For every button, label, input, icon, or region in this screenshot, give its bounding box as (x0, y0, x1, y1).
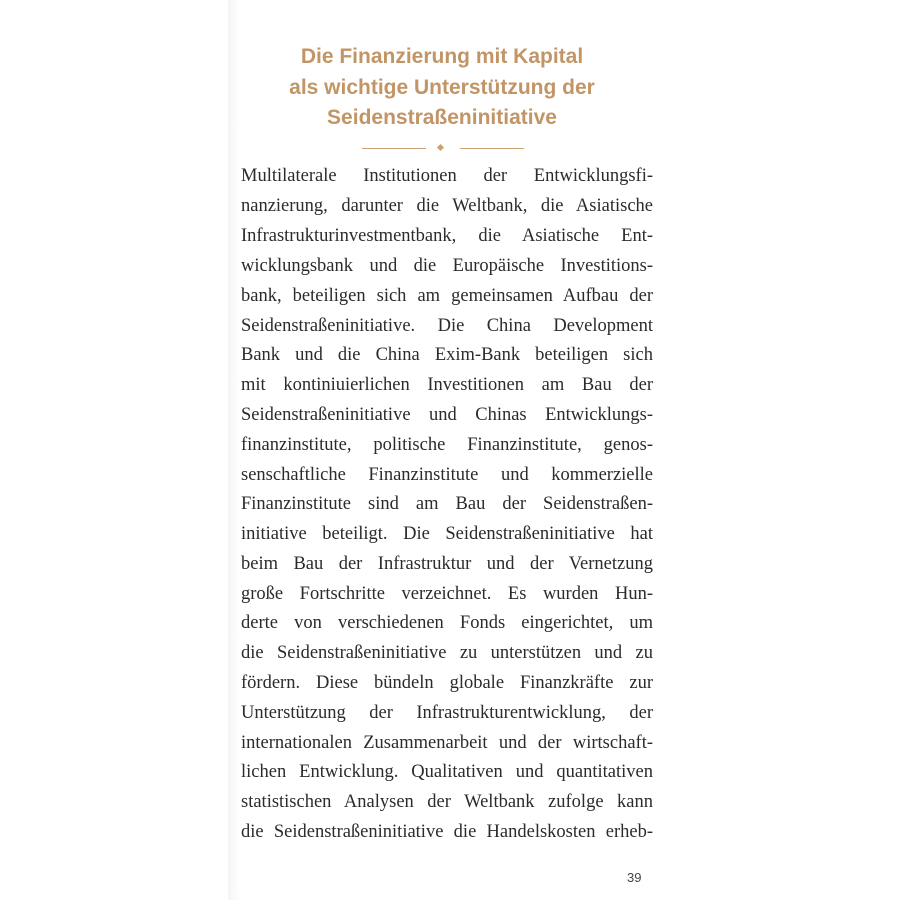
text-line: nanzierung, darunter die Weltbank, die Asiatische (241, 196, 653, 216)
text-line: die Seidenstraßeninitiative die Handelskosten erheb- (241, 822, 653, 842)
text-line: bank, beteiligen sich am gemeinsamen Aufbau der (241, 286, 653, 306)
text-line: Unterstützung der Infrastrukturentwicklung, der (241, 703, 653, 723)
divider-rule-right (460, 148, 524, 149)
text-line: Seidenstraßeninitiative und Chinas Entwicklungs- (241, 405, 653, 425)
text-line: Seidenstraßeninitiative. Die China Development (241, 316, 653, 336)
title-divider-ornament (362, 143, 524, 157)
text-line: derte von verschiedenen Fonds eingerichtet, um (241, 613, 653, 633)
chapter-title-line-3: Seidenstraßeninitiative (327, 106, 557, 129)
text-line: beim Bau der Infrastruktur und der Vernetzung (241, 554, 653, 574)
page-number: 39 (627, 870, 642, 885)
text-line: Finanzinstitute sind am Bau der Seidenstraßen- (241, 494, 653, 514)
text-line: senschaftliche Finanzinstitute und kommerzielle (241, 465, 653, 485)
chapter-title-line-2: als wichtige Unterstützung der (289, 76, 595, 99)
text-line: Bank und die China Exim-Bank beteiligen sich (241, 345, 653, 365)
text-line: wicklungsbank und die Europäische Investitions- (241, 256, 653, 276)
divider-rule-left (362, 148, 426, 149)
text-line: finanzinstitute, politische Finanzinstitute, genos- (241, 435, 653, 455)
text-line: initiative beteiligt. Die Seidenstraßeninitiative hat (241, 524, 653, 544)
text-line: Multilaterale Institutionen der Entwicklungsfi- (241, 166, 653, 186)
text-line: die Seidenstraßeninitiative zu unterstützen und zu (241, 643, 653, 663)
page-binding-shadow (228, 0, 240, 900)
diamond-icon (437, 144, 444, 151)
text-line: mit kontiniuierlichen Investitionen am Bau der (241, 375, 653, 395)
text-line: internationalen Zusammenarbeit und der wirtschaft- (241, 733, 653, 753)
text-line: fördern. Diese bündeln globale Finanzkräfte zur (241, 673, 653, 693)
text-line: lichen Entwicklung. Qualitativen und quantitativen (241, 762, 653, 782)
chapter-title-line-1: Die Finanzierung mit Kapital (300, 45, 584, 68)
text-line: große Fortschritte verzeichnet. Es wurden Hun- (241, 584, 653, 604)
text-line: Infrastrukturinvestmentbank, die Asiatische Ent- (241, 226, 653, 246)
text-line: statistischen Analysen der Weltbank zufolge kann (241, 792, 653, 812)
